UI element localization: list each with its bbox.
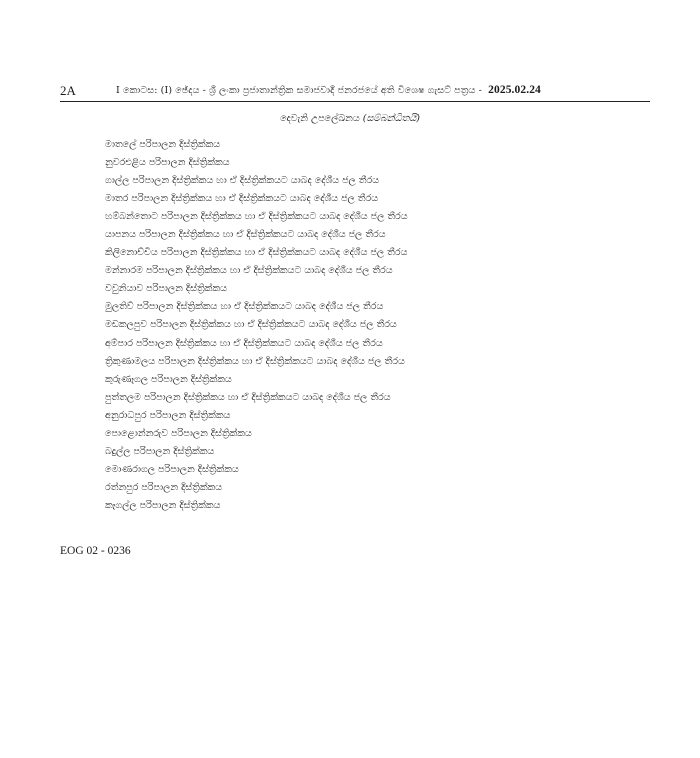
district-item: වවුනියාව පරිපාලන දිස්ත්‍රික්කය [105,283,227,295]
page-number: 2A [60,83,76,98]
district-item: පුත්තලම පරිපාලන දිස්ත්‍රික්කය හා ඒ දිස්ත්‍රික්කයට යාබද දේශීය ජල තීරය [105,391,391,403]
district-item: රත්නපුර පරිපාලන දිස්ත්‍රික්කය [105,481,223,493]
district-item: අම්පාර පරිපාලන දිස්ත්‍රික්කය හා ඒ දිස්ත්‍රික්කයට යාබද දේශීය ජල තීරය [105,337,383,349]
district-item: මාතලේ පරිපාලන දිස්ත්‍රික්කය [105,139,221,150]
district-item: කිලිනොච්චිය පරිපාලන දිස්ත්‍රික්කය හා ඒ දිස්ත්‍රික්කයට යාබද දේශීය ජල තීරය [105,247,408,259]
district-item: ත්‍රිකුණාමලය පරිපාලන දිස්ත්‍රික්කය හා ඒ දිස්ත්‍රික්කයට යාබද දේශීය ජල තීරය [105,355,405,367]
gazette-title: I කොටස: (I) ඡේදය - ශ්‍රී ලංකා ප්‍රජාතාන්ත්‍රික සමාජවාදී ජනරජයේ අති විශෙෂ ගැසට් පත්‍රය - [116,85,482,96]
district-item: කුරුණෑගල පරිපාලන දිස්ත්‍රික්කය [105,373,232,385]
district-item: මොණරාගල පරිපාලන දිස්ත්‍රික්කය [105,463,239,475]
page-header [60,80,650,100]
running-head [116,84,541,96]
district-item: ගාල්ල පරිපාලන දිස්ත්‍රික්කය හා ඒ දිස්ත්‍රික්කයට යාබද දේශීය ජල තීරය [105,175,380,187]
district-item: මන්නාරම පරිපාලන දිස්ත්‍රික්කය හා ඒ දිස්ත්‍රික්කයට යාබද දේශීය ජල තීරය [105,265,393,277]
district-item: යාපනය පරිපාලන දිස්ත්‍රික්කය හා ඒ දිස්ත්‍රික්කයට යාබද දේශීය ජල තීරය [105,229,386,241]
district-item: අනුරාධපුර පරිපාලන දිස්ත්‍රික්කය [105,409,231,421]
district-item: මාතර පරිපාලන දිස්ත්‍රික්කය හා ඒ දිස්ත්‍රික්කයට යාබද දේශීය ජල තීරය [105,193,379,205]
district-item: මඩකලපුව පරිපාලන දිස්ත්‍රික්කය හා ඒ දිස්ත්‍රික්කයට යාබද දේශීය ජල තීරය [105,319,397,331]
district-item: බදුල්ල පරිපාලන දිස්ත්‍රික්කය [105,445,215,457]
schedule-title: දෙවැනි උපලේඛනය [280,113,360,124]
district-item: නුවරඑළිය පරිපාලන දිස්ත්‍රික්කය [105,157,230,169]
district-item: මුලතිව් පරිපාලන දිස්ත්‍රික්කය හා ඒ දිස්ත්‍රික්කයට යාබද දේශීය ජල තීරය [105,301,384,313]
schedule-heading [0,113,700,124]
district-item: හම්බන්තොට පරිපාලන දිස්ත්‍රික්කය හා ඒ දිස්ත්‍රික්කයට යාබද දේශීය ජල තීරය [105,211,408,223]
schedule-subtitle: (සම්බන්ධිතයි) [362,113,420,124]
header-rule [60,101,650,102]
footer-code: EOG 02 - 0236 [60,545,131,557]
district-list [105,136,408,515]
district-item: පොළොන්නරුව පරිපාලන දිස්ත්‍රික්කය [105,427,252,439]
gazette-date: 2025.02.24 [488,84,541,96]
district-item: කෑගල්ල පරිපාලන දිස්ත්‍රික්කය [105,499,221,511]
